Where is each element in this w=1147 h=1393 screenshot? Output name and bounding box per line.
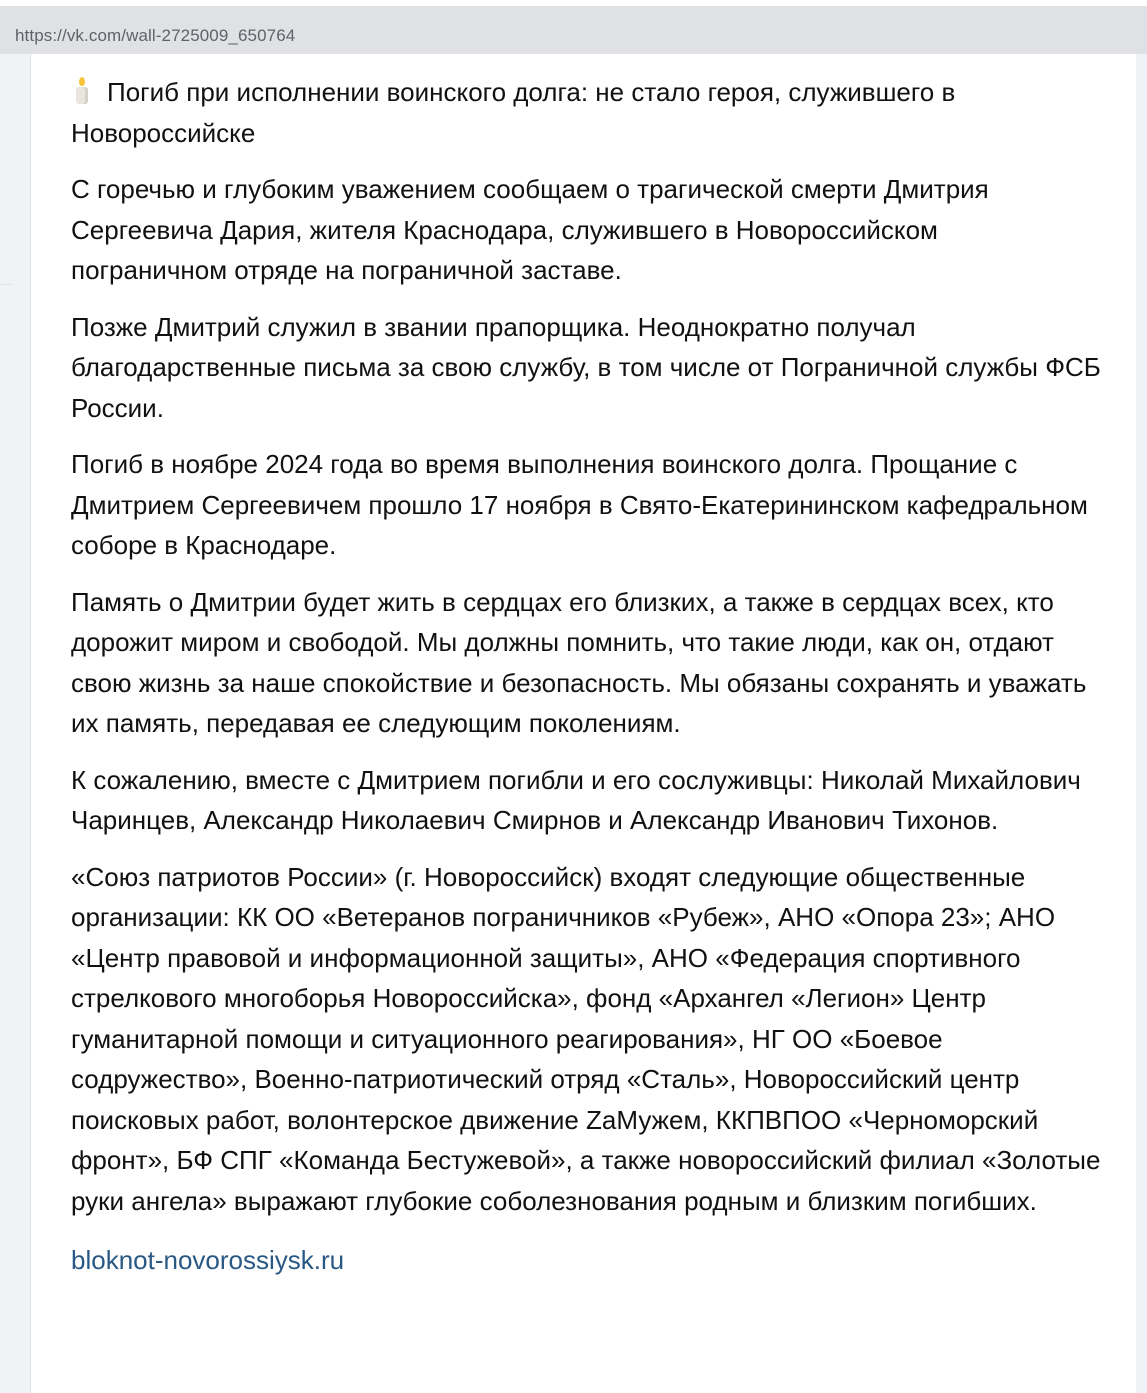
browser-toolbar xyxy=(0,0,1147,54)
post-paragraph: С горечью и глубоким уважением сообщаем о трагической смерти Дмитрия Сергеевича Дария, жителя Краснодара, служившего в Новороссийском пограничном отряде на пограничной заставе. xyxy=(71,174,989,285)
url-text[interactable]: https://vk.com/wall-2725009_650764 xyxy=(15,26,296,45)
post-paragraph: Погиб в ноябре 2024 года во время выполнения воинского долга. Прощание с Дмитрием Сергеевичем прошло 17 ноября в Свято-Екатерининском кафедральном соборе в Краснодаре. xyxy=(71,449,1088,560)
post-text xyxy=(71,72,1101,1281)
candle-body xyxy=(76,87,88,104)
right-gutter xyxy=(1136,54,1147,1393)
post-paragraph: Позже Дмитрий служил в звании прапорщика. Неоднократно получал благодарственные письма за свою службу, в том числе от Пограничной службы ФСБ России. xyxy=(71,311,1101,423)
left-gutter xyxy=(0,54,30,1393)
candle-icon xyxy=(73,77,91,105)
post-card xyxy=(30,54,1136,1393)
address-bar[interactable] xyxy=(0,6,1147,54)
source-link[interactable]: bloknot-novorossiysk.ru xyxy=(71,1245,345,1275)
post-title xyxy=(71,72,1101,153)
post-paragraph: К сожалению, вместе с Дмитрием погибли и его сослуживцы: Николай Михайлович Чаринцев, Александр Николаевич Смирнов и Александр Иванович Тихонов. xyxy=(71,764,1081,835)
post-title-text: Погиб при исполнении воинского долга: не стало героя, служившего в Новороссийске xyxy=(71,77,956,148)
post-paragraph: Память о Дмитрии будет жить в сердцах его близких, а также в сердцах всех, кто дорожит миром и свободой. Мы должны помнить, что такие люди, как он, отдают свою жизнь за наше спокойствие и безопасность. Мы обязаны сохранять и уважать их память, передавая ее следующим поколениям. xyxy=(71,586,1087,738)
post-paragraph: «Союз патриотов России» (г. Новороссийск) входят следующие общественные организации: КК ОО «Ветеранов пограничников «Рубеж», АНО «Опора 23»; АНО «Центр правовой и информационной защиты», АНО «Федерация спортивного стрелкового многоборья Новороссийска», фонд «Архангел «Легион» Центр гуманитарной помощи и ситуационного реагирования», НГ ОО «Боевое содружество», Военно-патриотический отряд «Сталь», Новороссийский центр поисковых работ, волонтерское движение ZaМужем, ККПВПОО «Черноморский фронт», БФ СПГ «Команда Бестужевой», а также новороссийский филиал «Золотые руки ангела» выражают глубокие соболезнования родным и близким погибших. xyxy=(71,861,1101,1216)
divider xyxy=(0,284,12,285)
candle-flame xyxy=(79,77,85,86)
